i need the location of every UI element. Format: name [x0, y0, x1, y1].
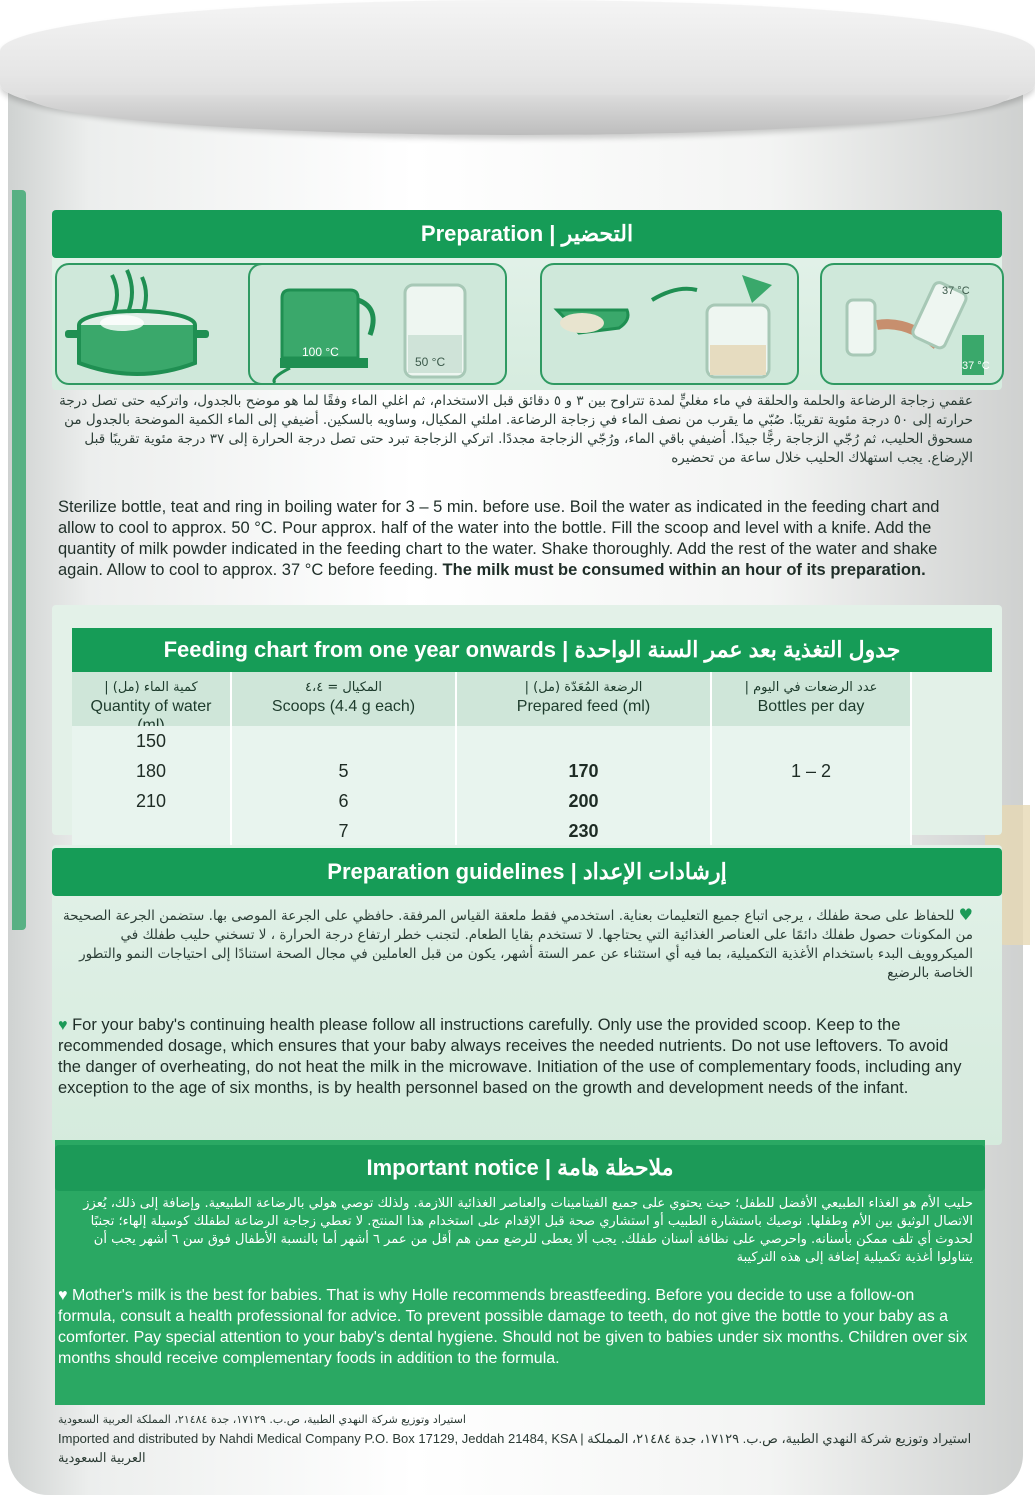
kettle-and-bottle-icon [250, 265, 505, 383]
table-cell: 200 [457, 786, 712, 816]
guidelines-english-text: ♥ For your baby's continuing health please follow all instructions carefully. Only use the provided scoop. Keep to the recommended dosage, which ensures that your baby always receives the needed nutrients. Do not use leftovers. To avoid the danger of overheating, do not heat the milk in the microwave. Initiation of the use of complementary foods, including any exception to the age of six months, is by health personnel based on the growth and development needs of the infant. [58, 1016, 962, 1097]
table-cell [72, 816, 232, 846]
scoop-and-bottle-icon [542, 265, 797, 383]
bottle-temperature: 50 °C [415, 355, 446, 369]
import-arabic: استيراد وتوزيع شركة النهدي الطبية، ص.ب. ١٧١٢٩، جدة ٢١٤٨٤، المملكة العربية السعودية [58, 1413, 466, 1426]
table-cell: 230 [457, 816, 712, 846]
feeding-chart-grid [72, 672, 992, 846]
side-label-strip [12, 190, 26, 930]
table-cell: 150 [72, 726, 232, 756]
table-cell: 210 [72, 786, 232, 816]
step-2-box [248, 263, 507, 385]
notice-english-text: ♥ Mother's milk is the best for babies. That is why Holle recommends breastfeeding. Before you decide to use a follow-on formula, consult a health professional for advice. To prevent possible damage to teeth, do not give the bottle to your baby as a comforter. Pay special attention to your baby's dental hygiene. Should not be given to babies under six months. Children over six months should receive complementary foods in addition to the formula. [58, 1287, 968, 1367]
table-cell [712, 816, 912, 846]
table-cell: 180 [72, 756, 232, 786]
guidelines-title: Preparation guidelines | إرشادات الإعداد [52, 848, 1002, 896]
import-english: Imported and distributed by Nahdi Medical Company P.O. Box 17129, Jeddah 21484, KSA | استيراد وتوزيع شركة النهدي الطبية، ص.ب. ١٧١٢٩، جدة ٢١٤٨٤، المملكة العربية السعودية [58, 1431, 972, 1465]
table-cell [457, 726, 712, 756]
notice-arabic-text: حليب الأم هو الغذاء الطبيعي الأفضل للطفل؛ حيث يحتوي على جميع الفيتامينات والعناصر الغذائية اللازمة. ولذلك توصي هولي بالرضاعة الطبيعية. وإضافة إلى ذلك، يُعزز الاتصال الوثيق بين الأم وطفلها. نوصيك باستشارة الطبيب أو استشاري صحة قبل الإقدام على استخدام هذا المنتج. لا تعطي زجاجة الرضاعة لطفلك كوسيلة إلهاء؛ تجنبًا لحدوث أي تلف ممكن بأسنانه. واحرصي على نظافة أسنان طفلك. يجب ألا يعطى للرضع ممن هم أقل من عمر ٦ أشهر أما بالنسبة الأطفال فوق سن ٦ أشهر يجب أن يتناولوا أغذية تكميلية إضافة إلى هذه التركيبة [83, 1196, 973, 1265]
heart-icon: ♥ [958, 905, 973, 924]
col-header-scoops: المكيال = ٤،٤ Scoops (4.4 g each) [232, 672, 457, 726]
table-cell: 1 – 2 [712, 756, 912, 786]
table-cell: 6 [232, 786, 457, 816]
heart-icon: ♥ [58, 1287, 68, 1304]
step-4-box [820, 263, 1004, 385]
preparation-title: Preparation | التحضير [52, 210, 1002, 258]
col-header-water: كمية الماء (مل) | Quantity of water [72, 672, 232, 726]
feeding-chart-title: Feeding chart from one year onwards | جدول التغذية بعد عمر السنة الواحدة [72, 628, 992, 672]
table-cell: 7 [232, 816, 457, 846]
import-info [58, 1410, 988, 1467]
shake-temperature-label: 37 °C [942, 285, 970, 297]
table-cell [232, 726, 457, 756]
heart-icon: ♥ [58, 1017, 68, 1034]
preparation-english-bold: The milk must be consumed within an hour of its preparation. [442, 561, 926, 579]
table-cell [712, 786, 912, 816]
kettle-temperature: 100 °C [302, 345, 339, 359]
table-cell: 5 [232, 756, 457, 786]
feeding-chart-table [72, 672, 992, 841]
col-header-bottles: عدد الرضعات في اليوم | Bottles per day [712, 672, 912, 726]
table-cell [712, 726, 912, 756]
notice-title: Important notice | ملاحظة هامة [55, 1145, 985, 1191]
preparation-english-text: Sterilize bottle, teat and ring in boiling water for 3 – 5 min. before use. Boil the water as indicated in the feeding chart and allow to cool to approx. 50 °C. Pour approx. half of the water into the bottle. Fill the scoop and level with a knife. Add the quantity of milk powder indicated in the feeding chart to the water. Shake thoroughly. Add the rest of the water and shake again. Allow to cool to approx. 37 °C before feeding. The milk must be consumed within an hour of its preparation. [58, 498, 940, 579]
test-temperature-label: 37 °C [962, 360, 990, 372]
preparation-arabic-text: عقمي زجاجة الرضاعة والحلمة والحلقة في ماء مغليٍّ لمدة تتراوح بين ٣ و ٥ دقائق قبل الاستخدام، ثم اغلي الماء وفقًا لما هو موضح بالجدول، واتركيه حتى تصل درجة حرارته إلى ٥٠ درجة مئوية تقريبًا. صُبّي ما يقرب من نصف الماء في زجاجة الرضاعة. املئي المكيال، وساويه بالسكين. أضيفي إلى الماء الكمية الموضحة بالجدول من مسحوق الحليب، ثم رُجّي الزجاجة رجًّا جيدًا. أضيفي باقي الماء، ورُجّي الزجاجة مجددًا. اتركي الزجاجة تبرد حتى تصل درجة الحرارة إلى ٣٧ درجة مئوية تقريبًا قبل الإرضاع. يجب استهلاك الحليب خلال ساعة من تحضيره [59, 393, 973, 466]
guidelines-arabic-text: ♥ للحفاظ على صحة طفلك ، يرجى اتباع جميع التعليمات بعناية. استخدمي فقط ملعقة القياس المرفقة. حافظي على الجرعة الموصى بها. ستضمن الجرعة الصحيحة من المكونات حصول طفلك دائمًا على العناصر الغذائية التي يحتاجها. لا تستخدم بقايا الطعام. لتجنب خطر ارتفاع درجة الحرارة ، لا تسخني حليب طفلك في الميكروويف البدء باستخدام الأغذية التكميلية، بما فيه أي استثناء عن عمر الستة أشهر، يكون من قبل العاملين في مجال الصحة استنادًا إلى احتياجات النمو والتطور الخاصة بالرضيع [62, 905, 973, 981]
table-cell: 170 [457, 756, 712, 786]
col-header-prepared: الرضعة المُعَدّة (مل) | Prepared feed (ml) [457, 672, 712, 726]
step-3-box [540, 263, 799, 385]
